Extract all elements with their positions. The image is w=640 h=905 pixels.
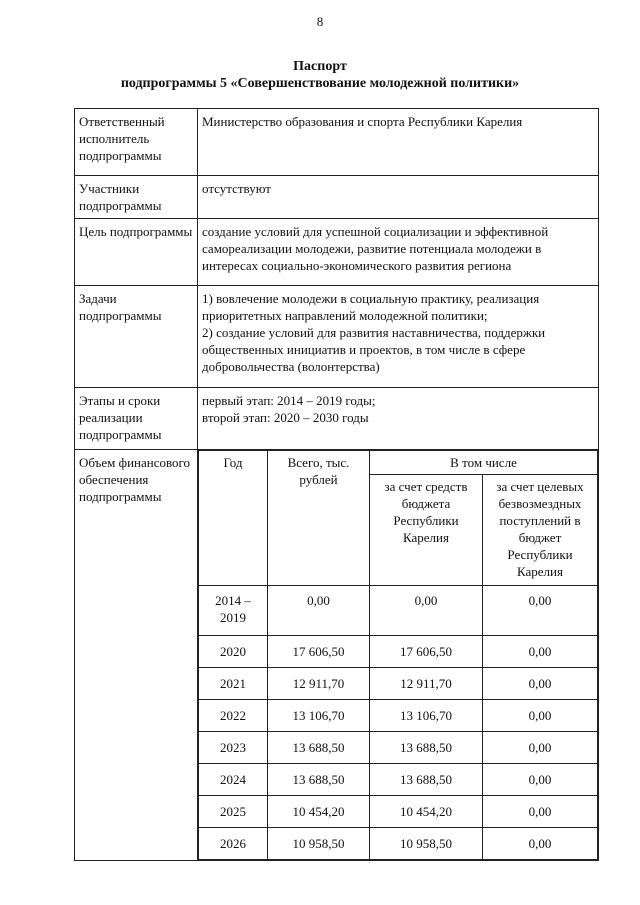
finance-cell-grants: 0,00 [483,700,598,732]
label-participants: Участники подпрограммы [75,176,198,219]
label-stages: Этапы и сроки реализации подпрограммы [75,388,198,450]
finance-cell-grants: 0,00 [483,764,598,796]
finance-row [199,668,598,700]
title-line-2: подпрограммы 5 «Совершенствование молодежной политики» [120,76,520,91]
finance-cell-grants: 0,00 [483,732,598,764]
passport-table [74,108,599,861]
finance-cell-total: 13 688,50 [268,764,370,796]
value-participants: отсутствуют [198,176,599,219]
finance-cell-budget: 10 958,50 [370,828,483,860]
row-participants [75,176,599,219]
finance-row [199,636,598,668]
finance-cell-total: 0,00 [268,586,370,636]
finance-row [199,796,598,828]
finance-cell-grants: 0,00 [483,828,598,860]
finance-row [199,732,598,764]
finance-cell-year: 2020 [199,636,268,668]
finance-cell-total: 10 454,20 [268,796,370,828]
finance-cell-year: 2022 [199,700,268,732]
finance-row [199,764,598,796]
finance-cell-total: 13 688,50 [268,732,370,764]
finance-row [199,700,598,732]
finance-row [199,586,598,636]
finance-cell-budget: 12 911,70 [370,668,483,700]
finance-cell-year: 2026 [199,828,268,860]
value-stages: первый этап: 2014 – 2019 годы; второй этап: 2020 – 2030 годы [198,388,599,450]
finance-cell-grants: 0,00 [483,586,598,636]
finance-cell-total: 17 606,50 [268,636,370,668]
row-finance [75,450,599,861]
finance-cell-budget: 0,00 [370,586,483,636]
label-finance: Объем финансового обеспечения подпрограммы [75,450,198,861]
page-number: 8 [316,14,324,29]
finance-cell-year: 2014 – 2019 [199,586,268,636]
finance-row [199,828,598,860]
finance-cell-budget: 13 688,50 [370,732,483,764]
finance-cell-grants: 0,00 [483,636,598,668]
finance-cell-budget: 17 606,50 [370,636,483,668]
header-year: Год [199,451,268,586]
value-tasks: 1) вовлечение молодежи в социальную практику, реализация приоритетных направлений молодежной политики; 2) создание условий для развития наставничества, поддержки общественных инициатив и проектов, в том числе в сфере добровольчества (волонтерства) [198,286,599,388]
finance-header-row-1 [199,451,598,475]
value-goal: создание условий для успешной социализации и эффективной самореализации молодежи, развитие потенциала молодежи в интересах социально-экономического развития региона [198,219,599,286]
finance-cell-total: 12 911,70 [268,668,370,700]
finance-cell-grants: 0,00 [483,796,598,828]
finance-cell-year: 2024 [199,764,268,796]
finance-cell-year: 2023 [199,732,268,764]
label-tasks: Задачи подпрограммы [75,286,198,388]
finance-cell-year: 2021 [199,668,268,700]
finance-cell-year: 2025 [199,796,268,828]
finance-table [198,450,598,860]
row-responsible [75,109,599,176]
finance-cell-grants: 0,00 [483,668,598,700]
row-stages [75,388,599,450]
finance-cell-budget: 13 106,70 [370,700,483,732]
finance-cell-budget: 10 454,20 [370,796,483,828]
finance-cell-total: 13 106,70 [268,700,370,732]
title-line-1: Паспорт [293,59,347,74]
finance-cell-budget: 13 688,50 [370,764,483,796]
value-responsible: Министерство образования и спорта Республики Карелия [198,109,599,176]
label-goal: Цель подпрограммы [75,219,198,286]
header-grants: за счет целевых безвозмездных поступлений в бюджет Республики Карелия [483,475,598,586]
finance-body [199,586,598,860]
row-tasks [75,286,599,388]
row-goal [75,219,599,286]
document-title [0,58,640,92]
finance-cell [198,450,599,861]
header-total: Всего, тыс. рублей [268,451,370,586]
label-responsible: Ответственный исполнитель подпрограммы [75,109,198,176]
header-including: В том числе [370,451,598,475]
finance-cell-total: 10 958,50 [268,828,370,860]
header-budget: за счет средств бюджета Республики Карелия [370,475,483,586]
